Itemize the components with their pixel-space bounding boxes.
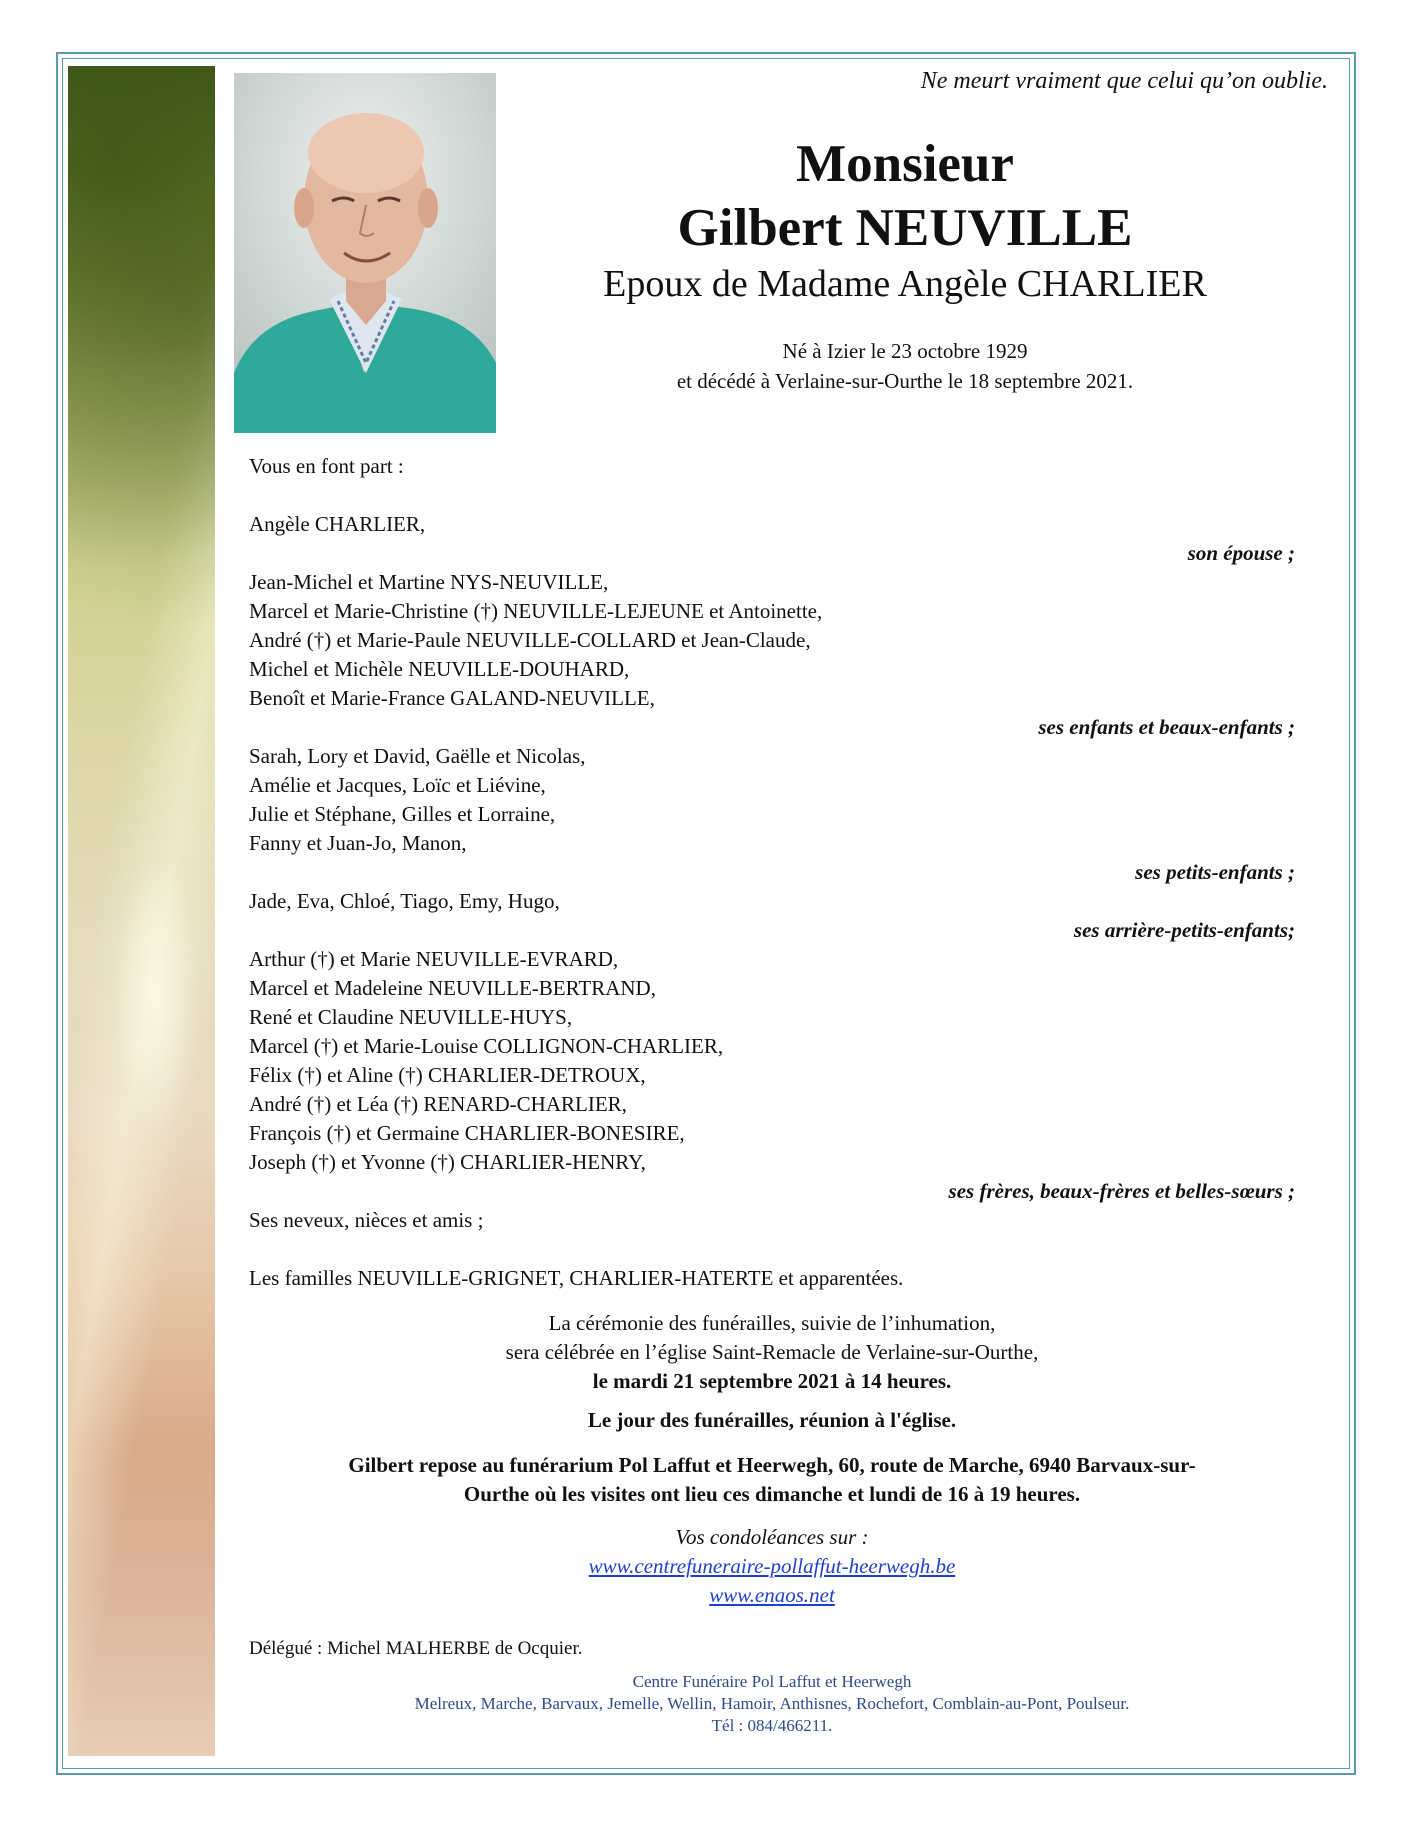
funeral-home-footer <box>240 1671 1304 1737</box>
role-label: ses petits-enfants ; <box>1135 860 1295 884</box>
family-line: Amélie et Jacques, Loïc et Liévine, <box>249 773 546 797</box>
death-line: et décédé à Verlaine-sur-Ourthe le 18 septembre 2021. <box>676 369 1134 393</box>
forest-path-decoration <box>68 66 215 1756</box>
family-line: Fanny et Juan-Jo, Manon, <box>249 831 467 855</box>
families-line: Les familles NEUVILLE-GRIGNET, CHARLIER-HATERTE et apparentées. <box>249 1266 904 1290</box>
deceased-title <box>560 132 1250 260</box>
announcement-body <box>249 452 1295 1293</box>
role-label: ses arrière-petits-enfants; <box>1073 918 1295 942</box>
footer-locations: Melreux, Marche, Barvaux, Jemelle, Wellin, Hamoir, Anthisnes, Rochefort, Comblain-au-Pont, Poulseur. <box>414 1694 1130 1713</box>
family-group <box>249 742 1295 858</box>
birth-line: Né à Izier le 23 octobre 1929 <box>782 339 1028 363</box>
family-line: Michel et Michèle NEUVILLE-DOUHARD, <box>249 657 630 681</box>
nephews-line: Ses neveux, nièces et amis ; <box>249 1208 484 1232</box>
family-line: Jade, Eva, Chloé, Tiago, Emy, Hugo, <box>249 889 560 913</box>
ceremony-line: La cérémonie des funérailles, suivie de l’inhumation, <box>548 1311 996 1335</box>
condolences-block <box>240 1523 1304 1610</box>
family-line: André (†) et Marie-Paule NEUVILLE-COLLARD et Jean-Claude, <box>249 628 811 652</box>
condolences-label: Vos condoléances sur : <box>675 1525 869 1549</box>
intro-line: Vous en font part : <box>249 454 404 478</box>
epigraph-quote: Ne meurt vraiment que celui qu’on oublie. <box>920 68 1328 94</box>
family-line: André (†) et Léa (†) RENARD-CHARLIER, <box>249 1092 627 1116</box>
family-line: Benoît et Marie-France GALAND-NEUVILLE, <box>249 686 655 710</box>
spouse-line: Epoux de Madame Angèle CHARLIER <box>603 263 1207 305</box>
family-group <box>249 510 1295 539</box>
delegate-line: Délégué : Michel MALHERBE de Ocquier. <box>249 1638 583 1659</box>
rest-line: Ourthe où les visites ont lieu ces dimanche et lundi de 16 à 19 heures. <box>463 1482 1081 1506</box>
family-line: Marcel (†) et Marie-Louise COLLIGNON-CHARLIER, <box>249 1034 724 1058</box>
family-line: Joseph (†) et Yvonne (†) CHARLIER-HENRY, <box>249 1150 646 1174</box>
life-dates <box>560 336 1250 396</box>
family-line: Marcel et Madeleine NEUVILLE-BERTRAND, <box>249 976 656 1000</box>
role-label: son épouse ; <box>1187 541 1295 565</box>
family-group <box>249 568 1295 713</box>
family-line: Arthur (†) et Marie NEUVILLE-EVRARD, <box>249 947 619 971</box>
portrait-photo <box>234 73 496 433</box>
family-group <box>249 887 1295 916</box>
funeral-website-link[interactable]: www.centrefuneraire-pollaffut-heerwegh.be <box>588 1554 956 1578</box>
family-line: René et Claudine NEUVILLE-HUYS, <box>249 1005 573 1029</box>
family-line: François (†) et Germaine CHARLIER-BONESIRE, <box>249 1121 685 1145</box>
role-label: ses enfants et beaux-enfants ; <box>1038 715 1295 739</box>
ceremony-info <box>240 1309 1304 1396</box>
footer-phone: Tél : 084/466211. <box>711 1716 833 1735</box>
rest-info <box>240 1451 1304 1509</box>
honorific: Monsieur <box>796 135 1014 193</box>
rest-line: Gilbert repose au funérarium Pol Laffut et Heerwegh, 60, route de Marche, 6940 Barvaux-sur- <box>348 1453 1196 1477</box>
deceased-name: Gilbert NEUVILLE <box>677 199 1133 257</box>
family-line: Julie et Stéphane, Gilles et Lorraine, <box>249 802 556 826</box>
meeting-line: Le jour des funérailles, réunion à l'église. <box>587 1408 957 1432</box>
family-line: Jean-Michel et Martine NYS-NEUVILLE, <box>249 570 609 594</box>
ceremony-line: sera célébrée en l’église Saint-Remacle de Verlaine-sur-Ourthe, <box>505 1340 1039 1364</box>
family-line: Angèle CHARLIER, <box>249 512 426 536</box>
enaos-link[interactable]: www.enaos.net <box>709 1583 835 1607</box>
footer-company: Centre Funéraire Pol Laffut et Heerwegh <box>632 1672 912 1691</box>
family-group <box>249 945 1295 1177</box>
ceremony-date: le mardi 21 septembre 2021 à 14 heures. <box>592 1369 952 1393</box>
role-label: ses frères, beaux-frères et belles-sœurs ; <box>948 1179 1295 1203</box>
family-line: Félix (†) et Aline (†) CHARLIER-DETROUX, <box>249 1063 646 1087</box>
family-line: Sarah, Lory et David, Gaëlle et Nicolas, <box>249 744 586 768</box>
family-line: Marcel et Marie-Christine (†) NEUVILLE-LEJEUNE et Antoinette, <box>249 599 823 623</box>
